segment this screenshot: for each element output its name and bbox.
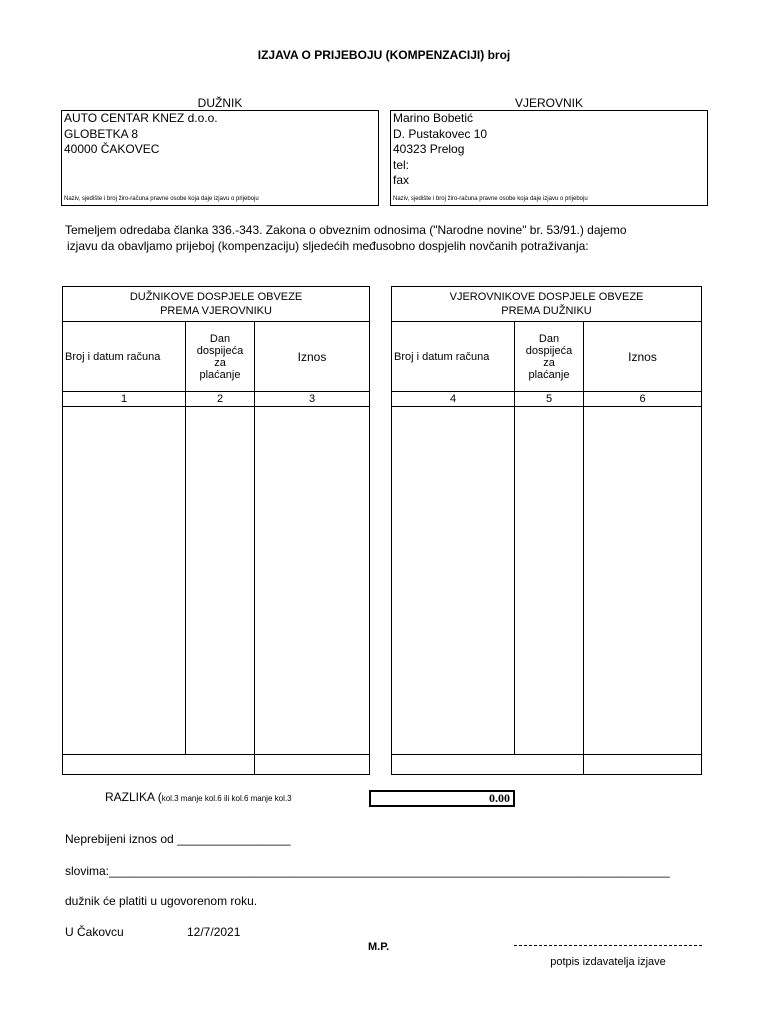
- creditor-line: fax: [393, 173, 410, 187]
- column-number: 2: [186, 392, 255, 407]
- column-number: 6: [584, 392, 702, 407]
- difference-label: [105, 790, 292, 804]
- debtor-line: AUTO CENTAR KNEZ d.o.o.: [64, 111, 218, 125]
- table-header: [63, 287, 370, 322]
- creditor-line: Marino Bobetić: [393, 111, 474, 125]
- creditor-note: Naziv, sjedište i broj žiro-računa pravne osobe koja daje izjavu o prijeboju: [393, 196, 588, 202]
- table-header-line: PREMA DUŽNIKU: [501, 305, 592, 317]
- column-header-due-date: [515, 322, 584, 392]
- table-header-line: DUŽNIKOVE DOSPJELE OBVEZE: [129, 291, 303, 303]
- intro-text: [65, 222, 627, 254]
- column-header-line: Dan: [538, 332, 560, 345]
- debtor-box: [61, 110, 379, 206]
- column-header-due-date: [186, 322, 255, 392]
- table-header-line: PREMA VJEROVNIKU: [160, 305, 272, 317]
- column-header-invoice: Broj i datum računa: [63, 322, 186, 392]
- total-label-cell: [63, 755, 255, 775]
- debtor-obligations-table: [62, 286, 370, 775]
- total-label-cell: [392, 755, 584, 775]
- signature-label: potpis izdavatelja izjave: [550, 956, 666, 968]
- difference-value: 0.00: [369, 790, 515, 807]
- place: U Čakovcu: [65, 925, 124, 939]
- creditor-line: 40323 Prelog: [393, 142, 465, 156]
- intro-line: izjavu da obavljamo prijeboj (kompenzaciju) sljedećih međusobno dospjelih novčanih potraživanja:: [67, 239, 589, 253]
- column-header-line: dospijeća: [525, 344, 573, 357]
- column-header-line: za: [214, 356, 226, 369]
- column-header-amount: Iznos: [584, 322, 702, 392]
- table-cell[interactable]: [255, 407, 370, 755]
- table-cell[interactable]: [392, 407, 515, 755]
- difference-label-text: RAZLIKA (: [105, 790, 162, 804]
- column-header-line: plaćanje: [199, 368, 241, 381]
- column-header-line: za: [543, 356, 555, 369]
- column-header-line: Dan: [209, 332, 231, 345]
- date: 12/7/2021: [187, 925, 241, 939]
- column-number: 5: [515, 392, 584, 407]
- table-cell[interactable]: [515, 407, 584, 755]
- total-amount-cell[interactable]: [255, 755, 370, 775]
- column-number: 4: [392, 392, 515, 407]
- table-header-line: VJEROVNIKOVE DOSPJELE OBVEZE: [449, 291, 644, 303]
- table-cell[interactable]: [584, 407, 702, 755]
- column-header-line: plaćanje: [528, 368, 570, 381]
- total-amount-cell[interactable]: [584, 755, 702, 775]
- column-number: 3: [255, 392, 370, 407]
- creditor-obligations-table: [391, 286, 702, 775]
- creditor-line: tel:: [393, 157, 410, 172]
- debtor-line: 40000 ČAKOVEC: [64, 142, 160, 156]
- signature-line: [514, 945, 702, 946]
- unoffset-amount-line: Neprebijeni iznos od _________________: [65, 832, 291, 846]
- table-cell[interactable]: [186, 407, 255, 755]
- creditor-box: [390, 110, 708, 206]
- document-title: IZJAVA O PRIJEBOJU (KOMPENZACIJI) broj: [257, 48, 511, 62]
- debtor-note: Naziv, sjedište i broj žiro-računa pravne osobe koja daje izjavu o prijeboju: [64, 196, 259, 202]
- payment-note: dužnik će platiti u ugovorenom roku.: [65, 894, 258, 908]
- table-header: [392, 287, 702, 322]
- column-header-invoice: Broj i datum računa: [392, 322, 515, 392]
- stamp-placeholder: M.P.: [368, 941, 390, 953]
- column-header-amount: Iznos: [255, 322, 370, 392]
- table-cell[interactable]: [63, 407, 186, 755]
- column-header-line: dospijeća: [196, 344, 244, 357]
- debtor-heading: DUŽNIK: [197, 96, 243, 110]
- intro-line: Temeljem odredaba članka 336.-343. Zakona o obveznim odnosima ("Narodne novine" br. 53/91.) dajemo: [65, 223, 627, 237]
- column-number: 1: [63, 392, 186, 407]
- difference-note: kol.3 manje kol.6 ili kol.6 manje kol.3: [161, 794, 292, 803]
- in-words-line: slovima:____________________________________________________________________________________: [65, 864, 670, 878]
- creditor-line: D. Pustakovec 10: [393, 126, 488, 141]
- creditor-heading: VJEROVNIK: [514, 96, 583, 110]
- debtor-line: GLOBETKA 8: [64, 126, 139, 141]
